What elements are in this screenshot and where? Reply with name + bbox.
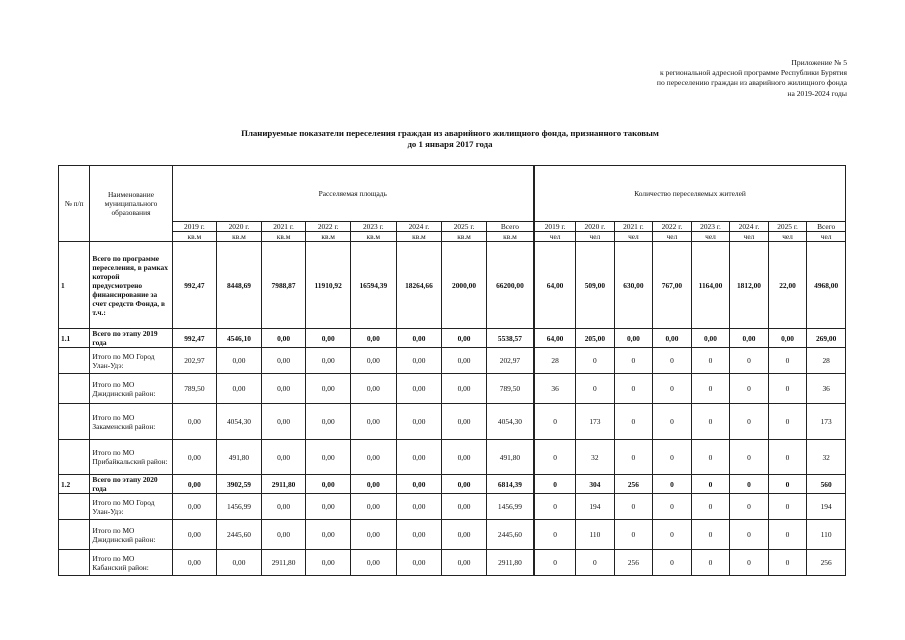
people-year-header: Всего bbox=[807, 222, 846, 232]
area-value-cell: 2911,80 bbox=[486, 550, 534, 576]
area-value-cell: 0,00 bbox=[172, 440, 217, 475]
people-value-cell: 0 bbox=[768, 348, 807, 374]
people-value-cell: 0 bbox=[614, 404, 653, 440]
people-value-cell: 0 bbox=[730, 475, 769, 494]
area-year-header: 2020 г. bbox=[217, 222, 262, 232]
area-value-cell: 2445,60 bbox=[217, 520, 262, 550]
area-value-cell: 5538,57 bbox=[486, 329, 534, 348]
area-value-cell: 4054,30 bbox=[217, 404, 262, 440]
area-year-header: 2023 г. bbox=[350, 222, 396, 232]
area-value-cell: 2445,60 bbox=[486, 520, 534, 550]
people-year-header: 2024 г. bbox=[730, 222, 769, 232]
area-value-cell: 0,00 bbox=[350, 440, 396, 475]
area-value-cell: 0,00 bbox=[442, 475, 487, 494]
area-value-cell: 0,00 bbox=[396, 404, 442, 440]
area-value-cell: 0,00 bbox=[261, 329, 306, 348]
people-unit-header: чел bbox=[534, 232, 576, 242]
row-number bbox=[59, 440, 90, 475]
people-value-cell: 0 bbox=[730, 520, 769, 550]
people-value-cell: 0 bbox=[730, 550, 769, 576]
people-value-cell: 28 bbox=[807, 348, 846, 374]
row-number: 1 bbox=[59, 242, 90, 329]
people-value-cell: 0 bbox=[576, 374, 615, 404]
people-value-cell: 32 bbox=[807, 440, 846, 475]
people-value-cell: 0 bbox=[653, 440, 692, 475]
area-value-cell: 0,00 bbox=[396, 550, 442, 576]
people-value-cell: 0 bbox=[653, 374, 692, 404]
area-value-cell: 0,00 bbox=[350, 520, 396, 550]
area-value-cell: 0,00 bbox=[442, 329, 487, 348]
people-value-cell: 256 bbox=[614, 550, 653, 576]
people-value-cell: 0 bbox=[691, 475, 730, 494]
people-value-cell: 0 bbox=[614, 520, 653, 550]
table-row bbox=[59, 242, 846, 329]
area-value-cell: 0,00 bbox=[217, 348, 262, 374]
area-value-cell: 202,97 bbox=[172, 348, 217, 374]
people-value-cell: 0 bbox=[534, 404, 576, 440]
area-value-cell: 0,00 bbox=[350, 550, 396, 576]
people-value-cell: 0 bbox=[691, 374, 730, 404]
municipality-name: Итого по МО Город Улан-Удэ: bbox=[90, 494, 172, 520]
area-value-cell: 0,00 bbox=[350, 475, 396, 494]
people-value-cell: 0 bbox=[691, 520, 730, 550]
area-value-cell: 4054,30 bbox=[486, 404, 534, 440]
people-value-cell: 32 bbox=[576, 440, 615, 475]
people-value-cell: 0 bbox=[534, 520, 576, 550]
people-value-cell: 0 bbox=[653, 494, 692, 520]
area-value-cell: 0,00 bbox=[261, 440, 306, 475]
area-value-cell: 4546,10 bbox=[217, 329, 262, 348]
people-value-cell: 509,00 bbox=[576, 242, 615, 329]
table-row bbox=[59, 348, 846, 374]
area-value-cell: 2911,80 bbox=[261, 475, 306, 494]
appendix-line-2: к региональной адресной программе Республики Бурятия bbox=[659, 68, 847, 78]
area-unit-header: кв.м bbox=[217, 232, 262, 242]
area-value-cell: 0,00 bbox=[350, 329, 396, 348]
municipality-name: Итого по МО Город Улан-Удэ: bbox=[90, 348, 172, 374]
people-year-header: 2022 г. bbox=[653, 222, 692, 232]
row-number bbox=[59, 520, 90, 550]
table-row bbox=[59, 374, 846, 404]
people-value-cell: 0 bbox=[768, 550, 807, 576]
people-unit-header: чел bbox=[768, 232, 807, 242]
header-people: Количество переселяемых жителей bbox=[534, 166, 845, 222]
people-value-cell: 0 bbox=[768, 475, 807, 494]
row-number bbox=[59, 348, 90, 374]
people-value-cell: 0 bbox=[730, 348, 769, 374]
people-value-cell: 0 bbox=[534, 550, 576, 576]
people-value-cell: 0,00 bbox=[614, 329, 653, 348]
area-value-cell: 66200,00 bbox=[486, 242, 534, 329]
people-year-header: 2021 г. bbox=[614, 222, 653, 232]
people-unit-header: чел bbox=[576, 232, 615, 242]
area-year-header: Всего bbox=[486, 222, 534, 232]
people-value-cell: 0 bbox=[768, 440, 807, 475]
area-value-cell: 0,00 bbox=[396, 494, 442, 520]
people-value-cell: 256 bbox=[614, 475, 653, 494]
people-value-cell: 0 bbox=[768, 374, 807, 404]
people-value-cell: 0 bbox=[653, 550, 692, 576]
table-row bbox=[59, 550, 846, 576]
people-value-cell: 4968,00 bbox=[807, 242, 846, 329]
area-value-cell: 0,00 bbox=[261, 404, 306, 440]
appendix-line-1: Приложение № 5 bbox=[791, 58, 847, 67]
resettlement-table bbox=[58, 165, 846, 576]
area-value-cell: 0,00 bbox=[396, 520, 442, 550]
people-value-cell: 22,00 bbox=[768, 242, 807, 329]
area-value-cell: 1456,99 bbox=[217, 494, 262, 520]
people-value-cell: 0 bbox=[730, 374, 769, 404]
people-value-cell: 0 bbox=[730, 494, 769, 520]
people-value-cell: 0,00 bbox=[691, 329, 730, 348]
area-value-cell: 7988,87 bbox=[261, 242, 306, 329]
area-value-cell: 0,00 bbox=[396, 374, 442, 404]
people-value-cell: 36 bbox=[807, 374, 846, 404]
area-value-cell: 0,00 bbox=[350, 348, 396, 374]
area-value-cell: 0,00 bbox=[261, 520, 306, 550]
area-value-cell: 0,00 bbox=[306, 440, 351, 475]
people-value-cell: 28 bbox=[534, 348, 576, 374]
people-year-header: 2019 г. bbox=[534, 222, 576, 232]
people-value-cell: 0 bbox=[653, 404, 692, 440]
area-value-cell: 3902,59 bbox=[217, 475, 262, 494]
table-row bbox=[59, 494, 846, 520]
people-value-cell: 64,00 bbox=[534, 329, 576, 348]
area-value-cell: 0,00 bbox=[306, 374, 351, 404]
people-value-cell: 0 bbox=[653, 520, 692, 550]
area-year-header: 2025 г. bbox=[442, 222, 487, 232]
area-value-cell: 16594,39 bbox=[350, 242, 396, 329]
area-value-cell: 0,00 bbox=[442, 440, 487, 475]
people-value-cell: 0 bbox=[768, 494, 807, 520]
area-value-cell: 0,00 bbox=[396, 348, 442, 374]
area-value-cell: 0,00 bbox=[217, 374, 262, 404]
area-value-cell: 491,80 bbox=[486, 440, 534, 475]
area-value-cell: 0,00 bbox=[442, 550, 487, 576]
municipality-name: Всего по этапу 2020 года bbox=[90, 475, 172, 494]
title-line-1: Планируемые показатели переселения граждан из аварийного жилищного фонда, признанного таковым bbox=[241, 128, 659, 138]
people-unit-header: чел bbox=[614, 232, 653, 242]
area-value-cell: 491,80 bbox=[217, 440, 262, 475]
appendix-note bbox=[547, 58, 847, 99]
title-line-2: до 1 января 2017 года bbox=[407, 139, 493, 149]
people-unit-header: чел bbox=[691, 232, 730, 242]
area-unit-header: кв.м bbox=[261, 232, 306, 242]
people-value-cell: 0 bbox=[614, 374, 653, 404]
municipality-name: Всего по этапу 2019 года bbox=[90, 329, 172, 348]
area-value-cell: 0,00 bbox=[442, 494, 487, 520]
area-value-cell: 0,00 bbox=[442, 348, 487, 374]
row-number bbox=[59, 550, 90, 576]
area-year-header: 2021 г. bbox=[261, 222, 306, 232]
people-value-cell: 0 bbox=[691, 348, 730, 374]
area-unit-header: кв.м bbox=[442, 232, 487, 242]
area-value-cell: 0,00 bbox=[442, 520, 487, 550]
area-value-cell: 0,00 bbox=[306, 520, 351, 550]
document-title bbox=[140, 128, 760, 150]
people-value-cell: 0 bbox=[653, 348, 692, 374]
people-value-cell: 110 bbox=[807, 520, 846, 550]
people-value-cell: 630,00 bbox=[614, 242, 653, 329]
people-value-cell: 0 bbox=[730, 404, 769, 440]
area-value-cell: 202,97 bbox=[486, 348, 534, 374]
people-value-cell: 0 bbox=[691, 494, 730, 520]
appendix-line-4: на 2019-2024 годы bbox=[787, 88, 847, 98]
people-unit-header: чел bbox=[807, 232, 846, 242]
area-value-cell: 0,00 bbox=[350, 374, 396, 404]
area-year-header: 2024 г. bbox=[396, 222, 442, 232]
area-year-header: 2019 г. bbox=[172, 222, 217, 232]
table-row bbox=[59, 520, 846, 550]
area-value-cell: 0,00 bbox=[261, 494, 306, 520]
people-value-cell: 173 bbox=[807, 404, 846, 440]
area-value-cell: 0,00 bbox=[261, 348, 306, 374]
people-value-cell: 0 bbox=[691, 550, 730, 576]
area-unit-header: кв.м bbox=[486, 232, 534, 242]
area-value-cell: 0,00 bbox=[306, 494, 351, 520]
area-value-cell: 0,00 bbox=[306, 348, 351, 374]
area-value-cell: 0,00 bbox=[172, 520, 217, 550]
appendix-line-3: по переселению граждан из аварийного жилищного фонда bbox=[656, 78, 847, 88]
area-value-cell: 789,50 bbox=[486, 374, 534, 404]
people-unit-header: чел bbox=[730, 232, 769, 242]
area-value-cell: 0,00 bbox=[396, 440, 442, 475]
people-year-header: 2025 г. bbox=[768, 222, 807, 232]
area-value-cell: 1456,99 bbox=[486, 494, 534, 520]
area-value-cell: 0,00 bbox=[306, 404, 351, 440]
people-value-cell: 0 bbox=[576, 348, 615, 374]
area-unit-header: кв.м bbox=[172, 232, 217, 242]
row-number bbox=[59, 374, 90, 404]
people-value-cell: 767,00 bbox=[653, 242, 692, 329]
area-value-cell: 0,00 bbox=[172, 494, 217, 520]
municipality-name: Всего по программе переселения, в рамках которой предусмотрено финансирование за счет средств Фонда, в т.ч.: bbox=[90, 242, 172, 329]
people-value-cell: 560 bbox=[807, 475, 846, 494]
people-value-cell: 194 bbox=[576, 494, 615, 520]
area-value-cell: 0,00 bbox=[306, 329, 351, 348]
area-value-cell: 992,47 bbox=[172, 329, 217, 348]
people-value-cell: 64,00 bbox=[534, 242, 576, 329]
people-unit-header: чел bbox=[653, 232, 692, 242]
area-value-cell: 8448,69 bbox=[217, 242, 262, 329]
people-value-cell: 0 bbox=[768, 404, 807, 440]
table-row bbox=[59, 475, 846, 494]
people-value-cell: 0 bbox=[691, 404, 730, 440]
row-number bbox=[59, 404, 90, 440]
people-value-cell: 0 bbox=[614, 440, 653, 475]
header-name: Наименование муниципального образования bbox=[90, 166, 172, 242]
people-value-cell: 36 bbox=[534, 374, 576, 404]
people-value-cell: 0,00 bbox=[768, 329, 807, 348]
people-value-cell: 0 bbox=[691, 440, 730, 475]
area-value-cell: 11910,92 bbox=[306, 242, 351, 329]
area-value-cell: 0,00 bbox=[396, 329, 442, 348]
people-value-cell: 0 bbox=[576, 550, 615, 576]
people-value-cell: 0 bbox=[534, 494, 576, 520]
people-value-cell: 0 bbox=[534, 475, 576, 494]
row-number: 1.1 bbox=[59, 329, 90, 348]
area-year-header: 2022 г. bbox=[306, 222, 351, 232]
municipality-name: Итого по МО Джидинский район: bbox=[90, 520, 172, 550]
area-unit-header: кв.м bbox=[306, 232, 351, 242]
people-value-cell: 0 bbox=[730, 440, 769, 475]
row-number: 1.2 bbox=[59, 475, 90, 494]
municipality-name: Итого по МО Кабанский район: bbox=[90, 550, 172, 576]
municipality-name: Итого по МО Закаменский район: bbox=[90, 404, 172, 440]
people-value-cell: 0 bbox=[614, 348, 653, 374]
area-value-cell: 0,00 bbox=[217, 550, 262, 576]
municipality-name: Итого по МО Прибайкальский район: bbox=[90, 440, 172, 475]
header-units-row bbox=[59, 232, 846, 242]
area-value-cell: 0,00 bbox=[172, 550, 217, 576]
people-value-cell: 205,00 bbox=[576, 329, 615, 348]
people-value-cell: 0,00 bbox=[730, 329, 769, 348]
table-row bbox=[59, 329, 846, 348]
people-value-cell: 304 bbox=[576, 475, 615, 494]
area-unit-header: кв.м bbox=[350, 232, 396, 242]
table-row bbox=[59, 404, 846, 440]
area-value-cell: 0,00 bbox=[396, 475, 442, 494]
people-year-header: 2020 г. bbox=[576, 222, 615, 232]
area-value-cell: 18264,66 bbox=[396, 242, 442, 329]
people-value-cell: 110 bbox=[576, 520, 615, 550]
area-value-cell: 789,50 bbox=[172, 374, 217, 404]
row-number bbox=[59, 494, 90, 520]
area-value-cell: 2911,80 bbox=[261, 550, 306, 576]
header-num: № п/п bbox=[59, 166, 90, 242]
people-value-cell: 269,00 bbox=[807, 329, 846, 348]
header-years-row bbox=[59, 222, 846, 232]
people-value-cell: 0 bbox=[614, 494, 653, 520]
area-value-cell: 0,00 bbox=[350, 404, 396, 440]
area-value-cell: 992,47 bbox=[172, 242, 217, 329]
area-value-cell: 2000,00 bbox=[442, 242, 487, 329]
area-value-cell: 0,00 bbox=[172, 475, 217, 494]
header-area: Расселяемая площадь bbox=[172, 166, 534, 222]
area-value-cell: 0,00 bbox=[350, 494, 396, 520]
area-value-cell: 0,00 bbox=[261, 374, 306, 404]
people-value-cell: 1164,00 bbox=[691, 242, 730, 329]
people-value-cell: 0 bbox=[768, 520, 807, 550]
people-value-cell: 0 bbox=[653, 475, 692, 494]
area-value-cell: 0,00 bbox=[306, 475, 351, 494]
area-unit-header: кв.м bbox=[396, 232, 442, 242]
people-year-header: 2023 г. bbox=[691, 222, 730, 232]
people-value-cell: 0,00 bbox=[653, 329, 692, 348]
people-value-cell: 0 bbox=[534, 440, 576, 475]
municipality-name: Итого по МО Джидинский район: bbox=[90, 374, 172, 404]
area-value-cell: 0,00 bbox=[306, 550, 351, 576]
area-value-cell: 0,00 bbox=[442, 374, 487, 404]
area-value-cell: 0,00 bbox=[172, 404, 217, 440]
area-value-cell: 6814,39 bbox=[486, 475, 534, 494]
people-value-cell: 1812,00 bbox=[730, 242, 769, 329]
people-value-cell: 173 bbox=[576, 404, 615, 440]
people-value-cell: 194 bbox=[807, 494, 846, 520]
people-value-cell: 256 bbox=[807, 550, 846, 576]
area-value-cell: 0,00 bbox=[442, 404, 487, 440]
table-row bbox=[59, 440, 846, 475]
